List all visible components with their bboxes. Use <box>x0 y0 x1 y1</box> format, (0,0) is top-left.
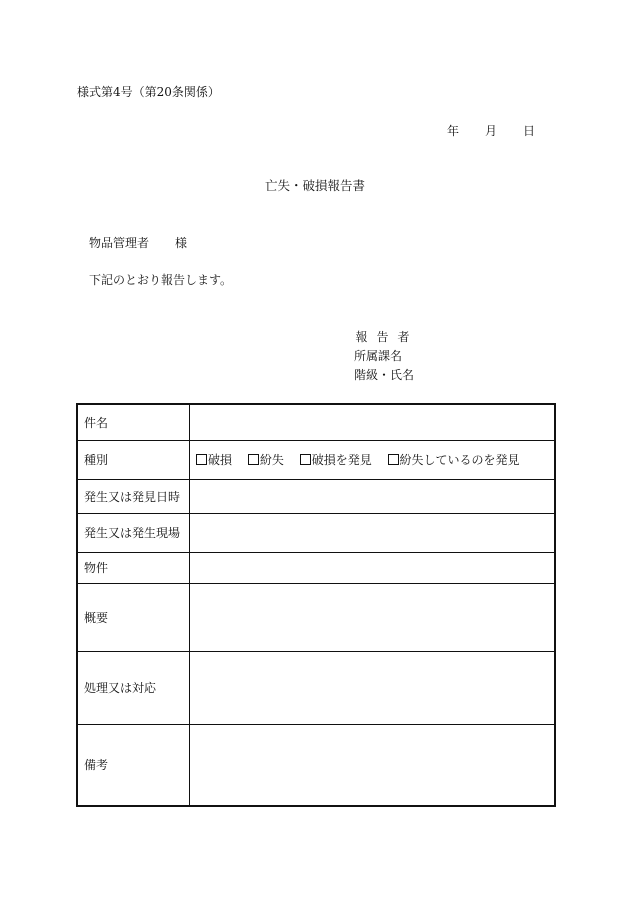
table-row <box>77 404 555 440</box>
table-row <box>77 440 555 479</box>
item-field[interactable] <box>190 552 556 583</box>
remarks-field[interactable] <box>190 724 556 806</box>
action-field[interactable] <box>190 651 556 724</box>
type-option-label: 破損 <box>208 453 233 467</box>
reporter-heading <box>354 329 417 345</box>
type-option-damage[interactable] <box>196 451 232 468</box>
day-label: 日 <box>523 124 536 138</box>
subject-field[interactable] <box>190 404 556 440</box>
table-row <box>77 552 555 583</box>
summary-field[interactable] <box>190 583 556 651</box>
type-option-label: 紛失 <box>259 453 284 467</box>
date-line <box>447 123 535 139</box>
document-title: 亡失・破損報告書 <box>264 178 365 193</box>
row-label-type: 種別 <box>77 440 190 479</box>
reporter-heading-char: 告 <box>376 330 389 344</box>
intro-text: 下記のとおり報告します。 <box>89 273 233 287</box>
checkbox-icon[interactable] <box>388 454 399 465</box>
row-label-subject: 件名 <box>77 404 190 440</box>
row-label-summary: 概要 <box>77 583 190 651</box>
type-options <box>190 440 556 479</box>
table-row <box>77 724 555 806</box>
year-label: 年 <box>447 124 460 138</box>
table-row <box>77 479 555 513</box>
row-label-location: 発生又は発生現場 <box>77 513 190 552</box>
type-option-loss-found[interactable] <box>388 451 520 468</box>
location-field[interactable] <box>190 513 556 552</box>
type-option-label: 紛失しているのを発見 <box>399 453 520 467</box>
checkbox-icon[interactable] <box>248 454 259 465</box>
addressee-name: 物品管理者 <box>89 236 150 250</box>
datetime-field[interactable] <box>190 479 556 513</box>
checkbox-icon[interactable] <box>300 454 311 465</box>
checkbox-icon[interactable] <box>196 454 207 465</box>
reporter-department: 所属課名 <box>354 349 403 363</box>
reporter-rank-name: 階級・氏名 <box>354 368 415 382</box>
row-label-item: 物件 <box>77 552 190 583</box>
report-table <box>76 403 556 807</box>
month-label: 月 <box>485 124 498 138</box>
table-row <box>77 651 555 724</box>
type-option-label: 破損を発見 <box>311 453 372 467</box>
reporter-heading-char: 報 <box>355 330 368 344</box>
type-option-loss[interactable] <box>248 451 284 468</box>
row-label-datetime: 発生又は発見日時 <box>77 479 190 513</box>
addressee <box>89 235 187 251</box>
form-number: 様式第4号（第20条関係） <box>77 85 220 99</box>
reporter-heading-char: 者 <box>397 330 410 344</box>
row-label-remarks: 備考 <box>77 724 190 806</box>
table-row <box>77 583 555 651</box>
table-row <box>77 513 555 552</box>
row-label-action: 処理又は対応 <box>77 651 190 724</box>
type-option-damage-found[interactable] <box>300 451 372 468</box>
addressee-honorific: 様 <box>175 236 188 250</box>
